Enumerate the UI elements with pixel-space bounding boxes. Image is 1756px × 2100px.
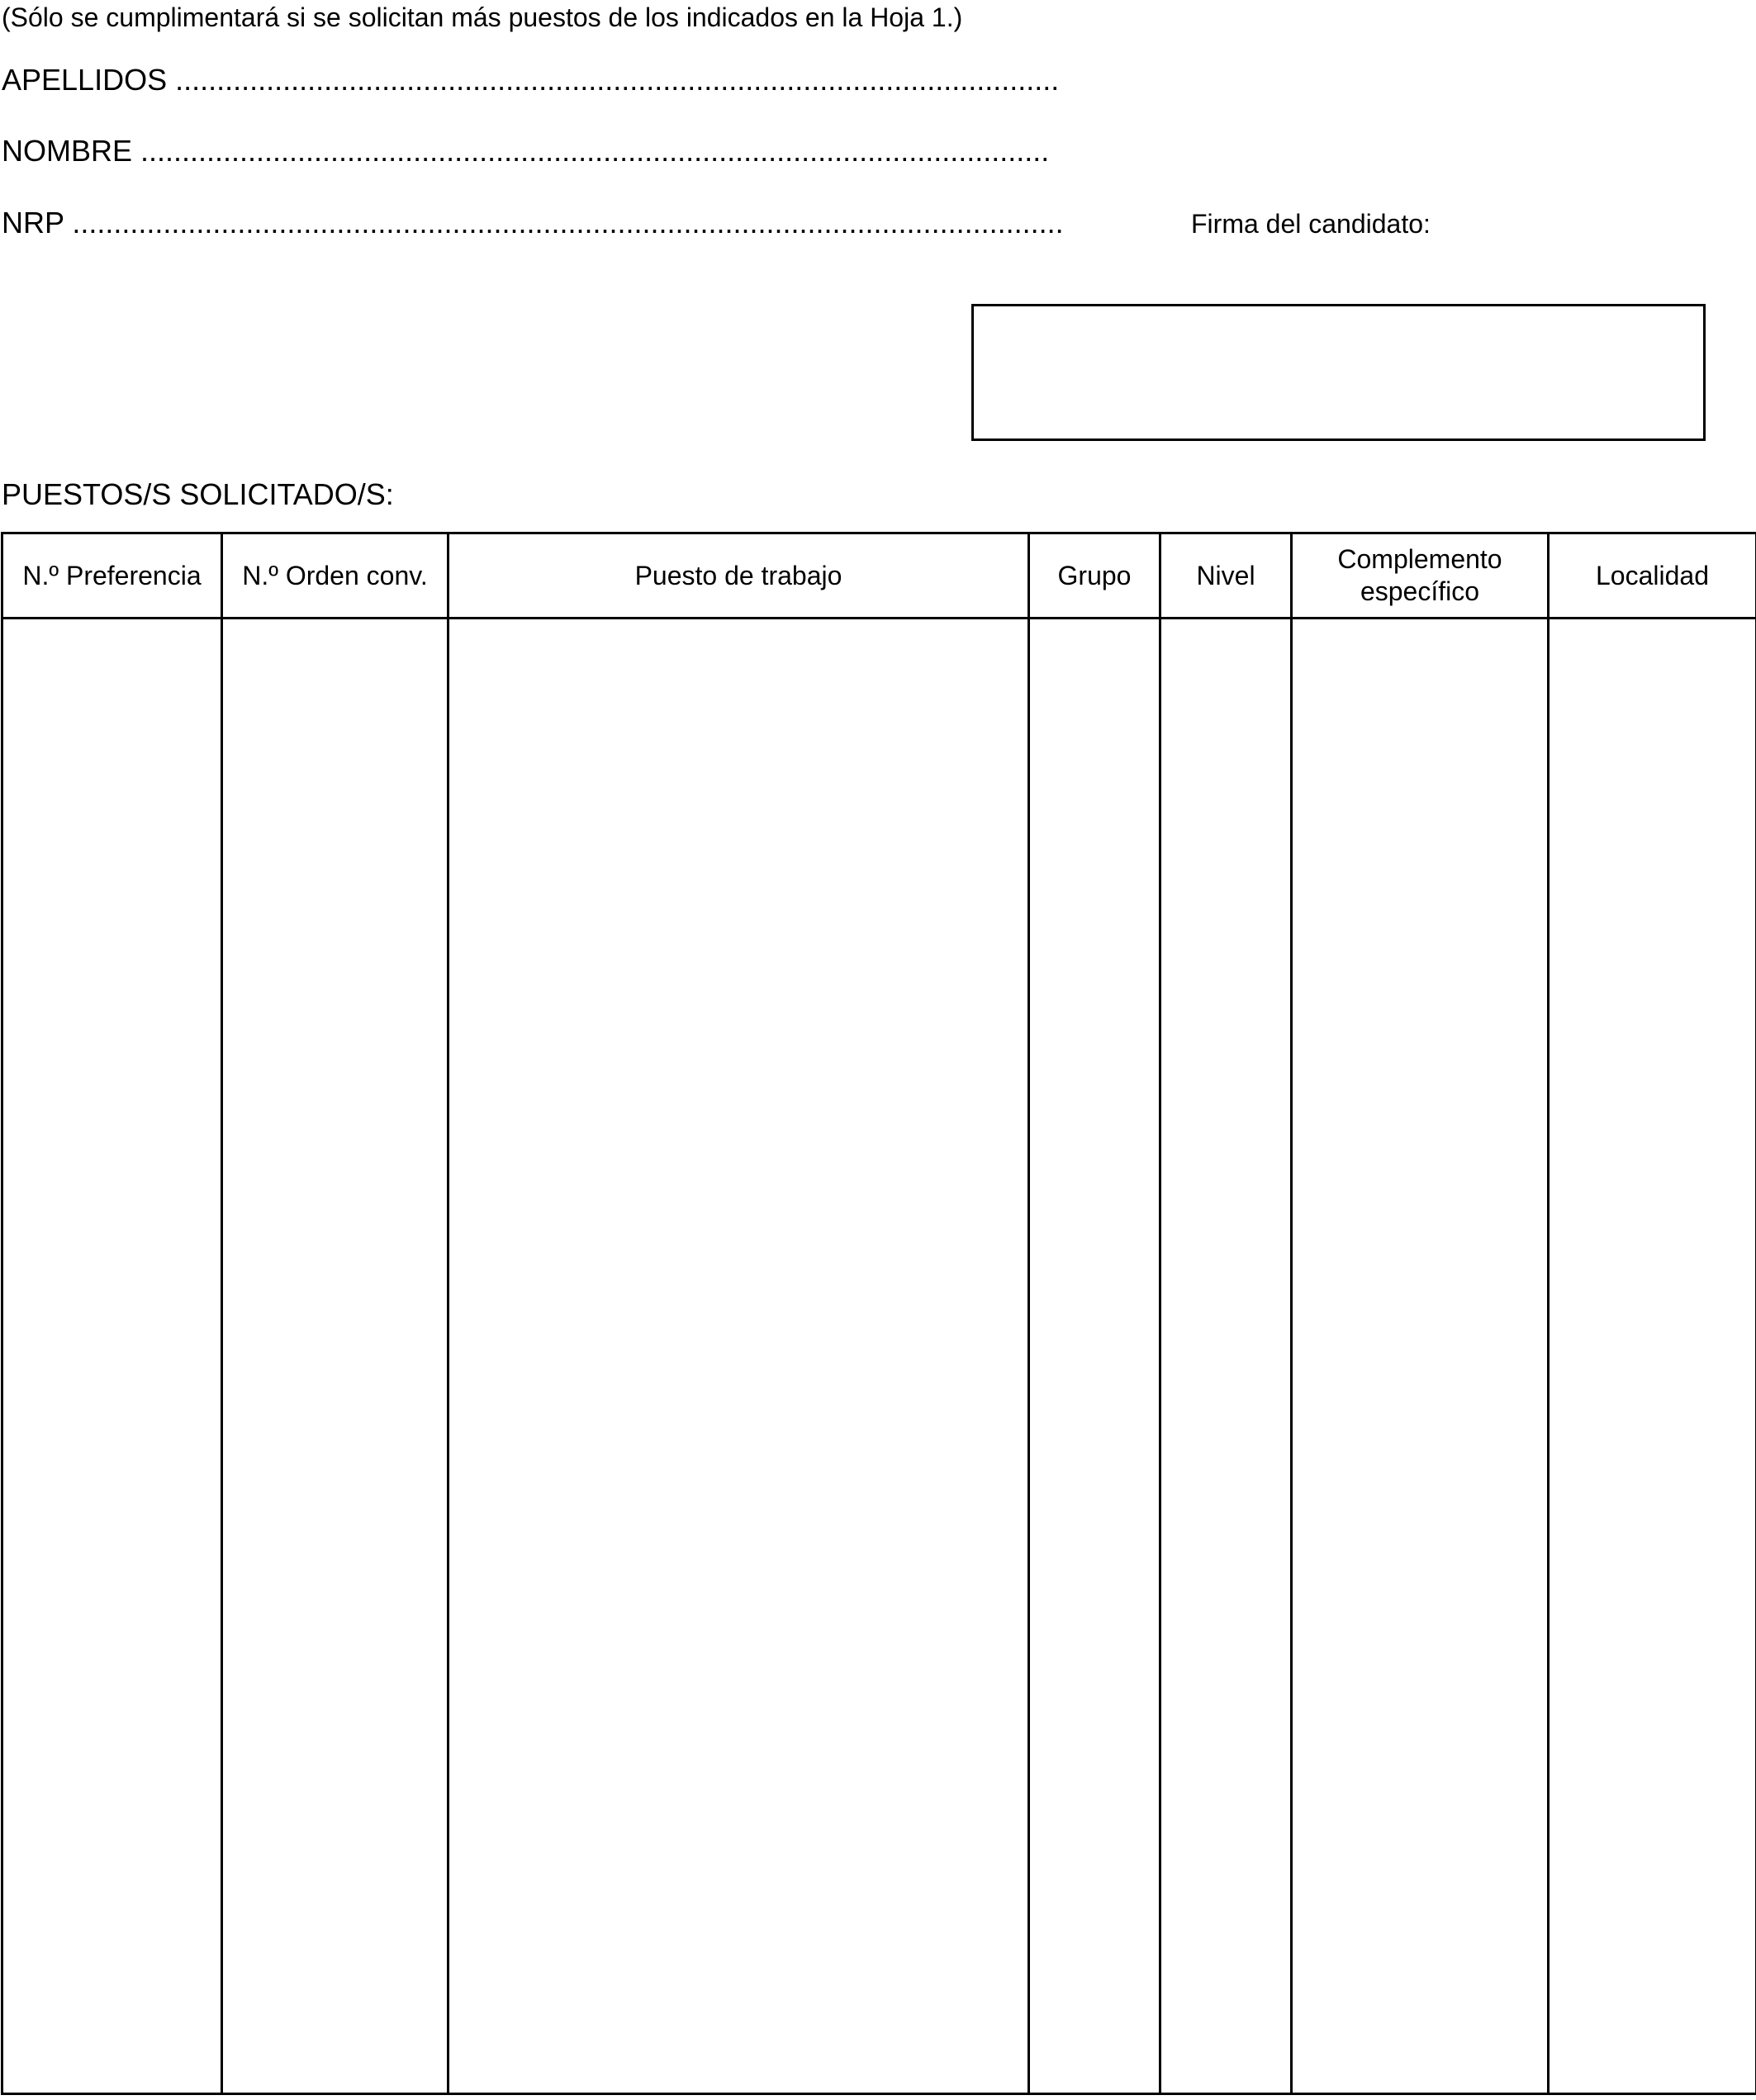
- header-complemento-line2: específico: [1360, 576, 1480, 606]
- header-nivel: Nivel: [1160, 533, 1292, 619]
- table-row: [2, 619, 1756, 2094]
- header-localidad: Localidad: [1549, 533, 1756, 619]
- nrp-field[interactable]: NRP ........................................................................................................................: [2, 206, 1064, 239]
- signature-box[interactable]: [971, 304, 1706, 441]
- cell-complemento[interactable]: [1292, 619, 1549, 2094]
- signature-label: Firma del candidato:: [1191, 209, 1431, 239]
- header-preferencia: N.º Preferencia: [2, 533, 222, 619]
- cell-localidad[interactable]: [1549, 619, 1756, 2094]
- cell-preferencia[interactable]: [2, 619, 222, 2094]
- header-orden: N.º Orden conv.: [222, 533, 448, 619]
- cell-orden[interactable]: [222, 619, 448, 2094]
- section-title: PUESTOS/S SOLICITADO/S:: [2, 477, 394, 511]
- header-complemento: [1292, 533, 1549, 619]
- header-puesto: Puesto de trabajo: [448, 533, 1029, 619]
- form-note: (Sólo se cumplimentará si se solicitan más puestos de los indicados en la Hoja 1.): [2, 2, 963, 32]
- positions-table: [1, 532, 1756, 2095]
- table-header-row: [2, 533, 1756, 619]
- cell-nivel[interactable]: [1160, 619, 1292, 2094]
- header-complemento-line1: Complemento: [1337, 544, 1502, 574]
- header-grupo: Grupo: [1029, 533, 1160, 619]
- nombre-field[interactable]: NOMBRE ..............................................................................................................: [2, 134, 1050, 168]
- apellidos-field[interactable]: APELLIDOS ...........................................................................................................: [2, 63, 1060, 97]
- cell-grupo[interactable]: [1029, 619, 1160, 2094]
- cell-puesto[interactable]: [448, 619, 1029, 2094]
